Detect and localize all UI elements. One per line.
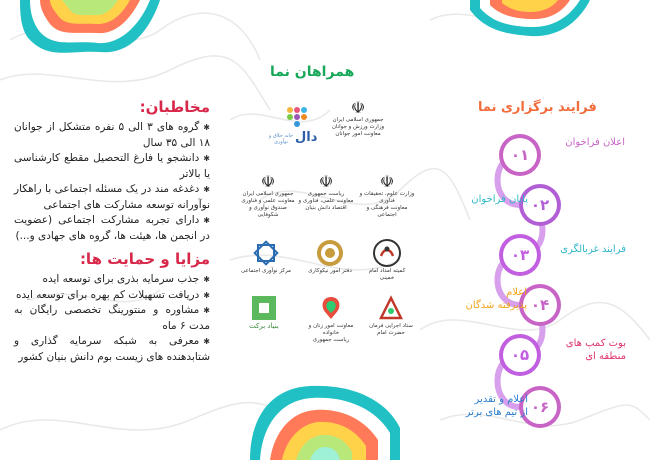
audience-item-1: ✱ گروه های ۳ الی ۵ نفره متشکل از جوانان ۱۸ الی ۳۵ سال [14,120,210,151]
imam-order-caption: ستاد اجرایی فرمان حضرت امام [369,323,413,336]
logo-relief-office [305,238,355,275]
benefit-item-3: ✱ مشاوره و منتورینگ تخصصی رایگان به مدت ۶ ماه [14,303,210,334]
seal-icon [315,238,345,268]
audience-item-4: ✱ دارای تجربه مشارکت اجتماعی (عضویت در انجمن ها، هیئت ها، گروه های جهادی و...) [14,213,210,244]
logo-women-family [300,293,362,344]
step-1-label: اعلان فراخوان [565,137,625,148]
dal-sub: خانه خلاق و نوآوری [268,133,294,145]
logo-presidency-science [296,172,356,212]
step-1-number: ۰۱ [503,138,537,172]
benefit-item-4: ✱ معرفی به شبکه سرمایه گذاری و شتابدهنده های زیست بوم دانش بنیان کشور [14,334,210,365]
step-4-label: اعلام پذیرفته شدگان [465,287,527,311]
ministry-science-caption: وزارت علوم، تحقیقات و فناوری معاونت فرهنگی و اجتماعی [359,191,415,218]
barakat-square-icon [249,293,279,323]
relief-emblem-icon [372,238,402,268]
benefit-item-2: ✱ دریافت تسهیلات کم بهره برای توسعه ایده [14,288,210,304]
step-2-label: پایان فراخوان [471,194,528,205]
step-5-number: ۰۵ [503,338,537,372]
audience-section [14,98,210,365]
logo-barakat [240,293,288,330]
social-innovation-caption: مرکز نوآوری اجتماعی [241,268,291,274]
partners-title: همراهان نما [270,64,355,80]
audience-item-3: ✱ دغدغه مند در یک مسئله اجتماعی با راهکار نوآورانه توسعه مشارکت های اجتماعی [14,182,210,213]
logo-science-vp [240,172,296,219]
iran-emblem-icon: ☫ [260,172,276,191]
step-3-number: ۰۳ [503,238,537,272]
science-vp-caption: جمهوری اسلامی ایران معاونت علمی و فناوری صندوق نوآوری و شکوفایی [241,191,295,218]
family-emblem-icon [316,293,346,323]
step-6-label: اعلام و تقدیر از تیم های برتر [465,394,528,418]
imam-order-emblem-icon [376,293,406,323]
ministry-sports-caption: جمهوری اسلامی ایران وزارت ورزش و جوانان معاونت امور جوانان [331,117,385,137]
blob-bottom-center [250,378,400,460]
blob-top-right [470,0,590,40]
logo-imam-relief [362,238,412,282]
logo-social-innovation [240,238,292,275]
blob-top-left [20,0,160,60]
step-4-number: ۰۴ [523,288,557,322]
benefit-item-1: ✱ جذب سرمایه بذری برای توسعه ایده [14,272,210,288]
women-family-caption: معاونت امور زنان و خانواده ریاست جمهوری [308,323,354,343]
step-6-number: ۰۶ [523,390,557,424]
audience-title: مخاطبان: [139,98,210,116]
relief-office-caption: دفتر امور نیکوکاری [308,268,352,274]
step-5-label: بوت کمپ های منطقه ای [565,338,626,362]
logo-ministry-science [358,172,416,219]
iran-emblem-icon: ☫ [379,172,395,191]
step-2-number: ۰۲ [523,188,557,222]
logo-ministry-sports [330,98,386,138]
iran-emblem-icon: ☫ [318,172,334,191]
presidency-science-caption: ریاست جمهوری معاونت علمی، فناوری و اقتصاد دانش بنیان [298,191,354,211]
imam-relief-caption: کمیته امداد امام خمینی [368,268,406,281]
barakat-caption: بنیاد برکت [249,322,279,330]
logo-dal [265,105,325,150]
audience-item-2: ✱ دانشجو یا فارغ التحصیل مقطع کارشناسی یا بالاتر [14,151,210,182]
dal-dots-icon [285,105,309,129]
process-title: فرایند برگزاری نما [478,100,597,115]
step-3-label: فرایند غربالگری [560,244,626,255]
dal-caption: دال [295,130,318,145]
iran-emblem-icon: ☫ [350,98,366,117]
benefits-title: مزایا و حمایت ها: [79,250,210,268]
logo-imam-order [366,293,416,337]
geometric-star-icon [251,238,281,268]
